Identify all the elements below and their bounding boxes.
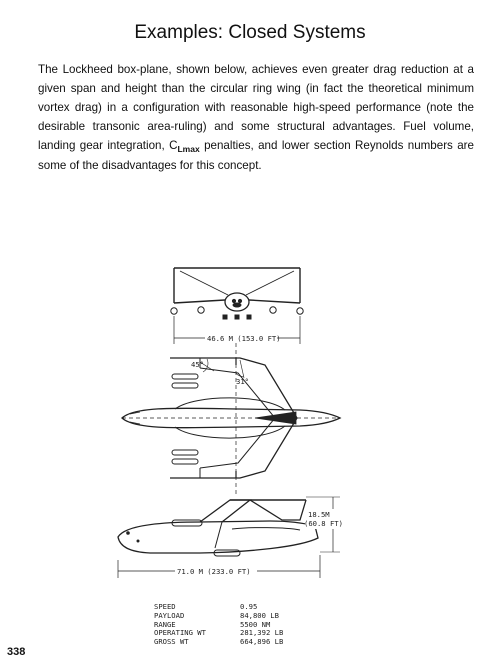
engine-plan-4 — [172, 459, 198, 464]
page-title: Examples: Closed Systems — [134, 22, 366, 43]
fuselage-front — [225, 293, 249, 311]
spec-row-payload: PAYLOAD 84,800 LB — [154, 610, 279, 620]
tip-fin-side-front — [200, 500, 250, 522]
paragraph-text-end: penalties, and lower section Reynolds numbers are some of the disadvantages for this concept. — [38, 139, 474, 172]
height-label-m: 18.5M — [308, 510, 330, 519]
clmax-subscript: Lmax — [177, 144, 200, 154]
spec-row-gross-wt: GROSS WT 664,896 LB — [154, 637, 284, 647]
engine-plan-3 — [172, 450, 198, 455]
plan-view — [122, 343, 340, 496]
engine-plan-1 — [172, 374, 198, 379]
spec-row-speed: SPEED 0.95 — [154, 602, 258, 611]
lower-wing-side — [232, 528, 300, 530]
tail-fin-side — [250, 500, 306, 520]
length-label: 71.0 M (233.0 FT) — [177, 567, 251, 576]
page-number: 338 — [7, 646, 26, 658]
engine-front-left-outer — [171, 308, 177, 314]
height-label-ft: (60.8 FT) — [304, 519, 343, 528]
spec-row-range: RANGE 5500 NM — [154, 619, 271, 629]
sweep-31-label: 31° — [236, 377, 249, 386]
engine-front-right-inner — [270, 307, 276, 313]
sweep-45-label: 45° — [191, 360, 204, 369]
vertical-tail-plan — [255, 412, 296, 424]
engine-front-left-inner — [198, 307, 204, 313]
spec-row-operating-wt: OPERATING WT 281,392 LB — [154, 628, 284, 638]
front-view — [171, 268, 303, 344]
span-label: 46.6 M (153.0 FT) — [207, 334, 281, 343]
specs-table — [154, 603, 283, 647]
engine-front-right-outer — [297, 308, 303, 314]
engine-plan-2 — [172, 383, 198, 388]
paragraph-text-start: The Lockheed box-plane, shown below, achieves even greater drag reduction at a given span and height than the circular ring wing (in fact the theoretical minimum vortex drag) in a configuration with reasonable high-speed performance (note the desirable transonic area-ruling) and some structural advantages. Fuel volume, landing gear integration, C — [38, 63, 474, 152]
